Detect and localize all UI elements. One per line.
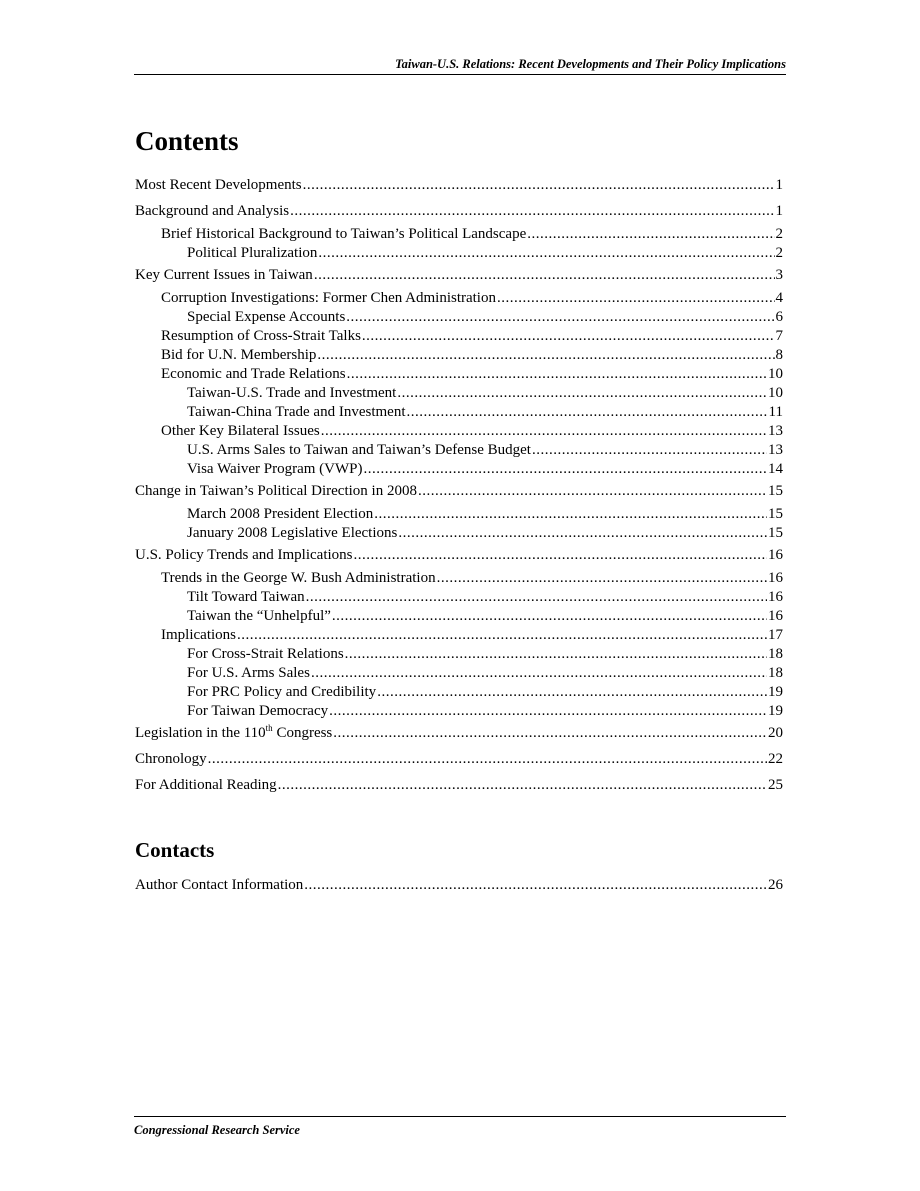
toc-entry-economic-and-trade-relations[interactable] <box>161 365 783 384</box>
toc-entry-text: For Additional Reading <box>135 777 277 793</box>
toc-entry-for-cross-strait-relations[interactable] <box>187 645 783 664</box>
running-footer: Congressional Research Service <box>134 1116 786 1138</box>
toc-entry-author-contact-information[interactable] <box>135 876 783 895</box>
toc-entry-tilt-toward-taiwan[interactable] <box>187 588 783 607</box>
contacts-title: Contacts <box>135 838 215 862</box>
toc-entry-january-2008-elections[interactable] <box>187 524 783 543</box>
toc-entry-text: Taiwan the “Unhelpful” <box>187 608 331 624</box>
toc-entry-for-us-arms-sales[interactable] <box>187 664 783 683</box>
toc-entry-taiwan-us-trade[interactable] <box>187 384 783 403</box>
toc-entry-page: 8 <box>775 347 783 363</box>
toc-entry-text: Chronology <box>135 751 207 767</box>
toc-entry-page: 10 <box>768 385 783 401</box>
toc-entry-page: 1 <box>775 177 783 193</box>
toc-entry-text: Author Contact Information <box>135 877 304 893</box>
toc-entry-change-in-political-direction[interactable] <box>135 482 783 501</box>
toc-entry-taiwan-the-unhelpful[interactable] <box>187 607 783 626</box>
toc-entry-chronology[interactable] <box>135 750 783 769</box>
toc-entry-page: 7 <box>775 328 783 344</box>
toc-entry-text: U.S. Arms Sales to Taiwan and Taiwan’s Defense Budget <box>187 442 531 458</box>
toc-entry-page: 22 <box>768 751 783 767</box>
toc-entry-taiwan-china-trade[interactable] <box>187 403 783 422</box>
toc-entry-text: Legislation in the 110th Congress <box>135 723 333 741</box>
toc-entry-text: Taiwan-U.S. Trade and Investment <box>187 385 397 401</box>
toc-entry-march-2008-election[interactable] <box>187 505 783 524</box>
toc-entry-page: 25 <box>768 777 783 793</box>
toc-entry-corruption-investigations[interactable] <box>161 289 783 308</box>
toc-entry-page: 18 <box>768 665 783 681</box>
toc-entry-text: Bid for U.N. Membership <box>161 347 317 363</box>
toc-entry-text: Change in Taiwan’s Political Direction in 2008 <box>135 483 417 499</box>
toc-entry-page: 16 <box>768 589 783 605</box>
toc-entry-page: 2 <box>775 245 783 261</box>
toc-entry-text: January 2008 Legislative Elections <box>187 525 398 541</box>
toc-entry-page: 4 <box>775 290 783 306</box>
toc-entry-text: Resumption of Cross-Strait Talks <box>161 328 361 344</box>
toc-entry-us-policy-trends[interactable] <box>135 546 783 565</box>
toc-entry-most-recent-developments[interactable] <box>135 176 783 195</box>
toc-entry-trends-bush-administration[interactable] <box>161 569 783 588</box>
toc-entry-text: For Cross-Strait Relations <box>187 646 344 662</box>
toc-entry-for-prc-policy[interactable] <box>187 683 783 702</box>
toc-entry-page: 15 <box>768 506 783 522</box>
toc-entry-text: Corruption Investigations: Former Chen Administration <box>161 290 496 306</box>
toc-entry-page: 14 <box>768 461 783 477</box>
toc-entry-other-key-bilateral-issues[interactable] <box>161 422 783 441</box>
toc-entry-political-pluralization[interactable] <box>187 244 783 263</box>
contents-title: Contents <box>135 126 239 156</box>
toc-entry-text: U.S. Policy Trends and Implications <box>135 547 353 563</box>
toc-entry-text: For U.S. Arms Sales <box>187 665 310 681</box>
toc-entry-text: Tilt Toward Taiwan <box>187 589 305 605</box>
toc-entry-key-current-issues[interactable] <box>135 266 783 285</box>
toc-entry-page: 6 <box>775 309 783 325</box>
toc-entry-page: 13 <box>768 442 783 458</box>
toc-entry-text: Key Current Issues in Taiwan <box>135 267 313 283</box>
toc-entry-text: Visa Waiver Program (VWP) <box>187 461 363 477</box>
toc-entry-page: 2 <box>775 226 783 242</box>
toc-entry-text: Most Recent Developments <box>135 177 302 193</box>
toc-entry-page: 15 <box>768 525 783 541</box>
toc-entry-page: 20 <box>768 725 783 741</box>
toc-entry-page: 1 <box>775 203 783 219</box>
toc-entry-text: Brief Historical Background to Taiwan’s Political Landscape <box>161 226 527 242</box>
toc-entry-visa-waiver-program[interactable] <box>187 460 783 479</box>
toc-entry-text: Other Key Bilateral Issues <box>161 423 320 439</box>
toc-entry-bid-for-un-membership[interactable] <box>161 346 783 365</box>
toc-entry-resumption-of-cross-strait-talks[interactable] <box>161 327 783 346</box>
toc-entry-for-taiwan-democracy[interactable] <box>187 702 783 721</box>
toc-entry-text: March 2008 President Election <box>187 506 374 522</box>
toc-entry-page: 18 <box>768 646 783 662</box>
toc-entry-background-and-analysis[interactable] <box>135 202 783 221</box>
toc-entry-page: 16 <box>768 547 783 563</box>
toc-entry-page: 15 <box>768 483 783 499</box>
toc-entry-page: 13 <box>768 423 783 439</box>
toc-entry-text: Economic and Trade Relations <box>161 366 346 382</box>
running-header: Taiwan-U.S. Relations: Recent Developments and Their Policy Implications <box>134 56 786 75</box>
toc-entry-text: Political Pluralization <box>187 245 318 261</box>
toc-entry-page: 11 <box>768 404 783 420</box>
toc-entry-legislation-110th-congress[interactable] <box>135 724 783 743</box>
toc-entry-page: 17 <box>768 627 783 643</box>
toc-entry-page: 10 <box>768 366 783 382</box>
toc-entry-page: 16 <box>768 570 783 586</box>
toc-entry-page: 19 <box>768 684 783 700</box>
toc-entry-page: 19 <box>768 703 783 719</box>
toc-entry-text: For Taiwan Democracy <box>187 703 329 719</box>
toc-entry-page: 3 <box>775 267 783 283</box>
toc-entry-implications[interactable] <box>161 626 783 645</box>
toc-entry-text: Trends in the George W. Bush Administration <box>161 570 436 586</box>
toc-entry-page: 16 <box>768 608 783 624</box>
toc-entry-text: Background and Analysis <box>135 203 290 219</box>
toc-entry-text: Special Expense Accounts <box>187 309 346 325</box>
toc-entry-text: For PRC Policy and Credibility <box>187 684 377 700</box>
toc-entry-special-expense-accounts[interactable] <box>187 308 783 327</box>
toc-entry-brief-historical-background[interactable] <box>161 225 783 244</box>
toc-entry-us-arms-sales[interactable] <box>187 441 783 460</box>
toc-entry-text: Implications <box>161 627 236 643</box>
toc-entry-page: 26 <box>768 877 783 893</box>
toc-entry-for-additional-reading[interactable] <box>135 776 783 795</box>
toc-entry-text: Taiwan-China Trade and Investment <box>187 404 406 420</box>
